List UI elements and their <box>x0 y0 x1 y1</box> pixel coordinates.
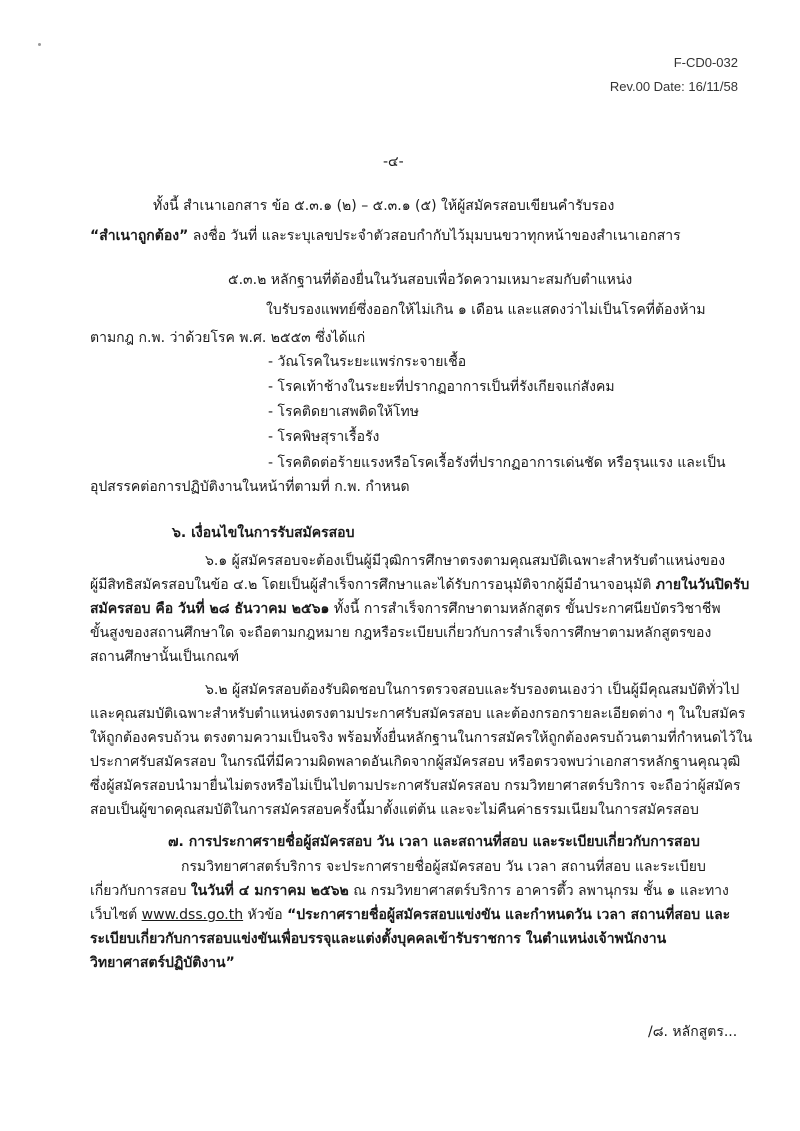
paragraph-line: ให้ถูกต้องครบถ้วน ตรงตามความเป็นจริง พร้อมทั้งยื่นหลักฐานในการสมัครให้ถูกต้องครบถ้วนตามที่กำหนดไว้ใน <box>90 730 753 746</box>
paragraph-line: ๖.๒ ผู้สมัครสอบต้องรับผิดชอบในการตรวจสอบและรับรองตนเองว่า เป็นผู้มีคุณสมบัติทั่วไป <box>205 682 740 698</box>
page-number: -๔- <box>383 154 404 170</box>
paragraph-line: ซึ่งผู้สมัครสอบนำมายื่นไม่ตรงหรือไม่เป็นไปตามประกาศรับสมัครสอบ กรมวิทยาศาสตร์บริการ จะถือว่าผู้สมัคร <box>90 778 741 794</box>
paragraph-line: เกี่ยวกับการสอบ ในวันที่ ๔ มกราคม ๒๕๖๒ ณ กรมวิทยาศาสตร์บริการ อาคารตึ้ว ลพานุกรม ชั้น ๑ และทาง <box>90 883 729 899</box>
continuation-note: /๘. หลักสูตร... <box>648 1024 738 1040</box>
paragraph-line: วิทยาศาสตร์ปฏิบัติงาน” <box>90 955 235 971</box>
paragraph-line: กรมวิทยาศาสตร์บริการ จะประกาศรายชื่อผู้สมัครสอบ วัน เวลา สถานที่สอบ และระเบียบ <box>181 859 706 875</box>
disease-item-continuation: อุปสรรคต่อการปฏิบัติงานในหน้าที่ตามที่ ก.พ. กำหนด <box>90 479 410 495</box>
disease-item: - โรคพิษสุราเรื้อรัง <box>268 429 380 445</box>
website-link[interactable]: www.dss.go.th <box>141 907 244 923</box>
paragraph-line: สอบเป็นผู้ขาดคุณสมบัติในการสมัครสอบครั้งนี้มาตั้งแต่ต้น และจะไม่คืนค่าธรรมเนียมในการสมัครสอบ <box>90 802 699 818</box>
section-7-heading: ๗. การประกาศรายชื่อผู้สมัครสอบ วัน เวลา และสถานที่สอบ และระเบียบเกี่ยวกับการสอบ <box>168 834 700 850</box>
disease-item: - โรคเท้าช้างในระยะที่ปรากฏอาการเป็นที่รังเกียจแก่สังคม <box>268 379 615 395</box>
paragraph-line: ใบรับรองแพทย์ซึ่งออกให้ไม่เกิน ๑ เดือน และแสดงว่าไม่เป็นโรคที่ต้องห้าม <box>266 302 706 318</box>
paragraph-line: ตามกฎ ก.พ. ว่าด้วยโรค พ.ศ. ๒๕๕๓ ซึ่งได้แก่ <box>90 330 366 346</box>
paragraph-line: ประกาศรับสมัครสอบ ในกรณีที่มีความผิดพลาดอันเกิดจากผู้สมัครสอบ หรือตรวจพบว่าเอกสารหลักฐานคุณวุฒิ <box>90 754 741 770</box>
paragraph-line: และคุณสมบัติเฉพาะสำหรับตำแหน่งตรงตามประกาศรับสมัครสอบ และต้องกรอกรายละเอียดต่าง ๆ ในใบสมัคร <box>90 706 746 722</box>
form-code: F-CD0-032 <box>673 55 738 70</box>
paragraph-line: ระเบียบเกี่ยวกับการสอบแข่งขันเพื่อบรรจุและแต่งตั้งบุคคลเข้ารับราชการ ในตำแหน่งเจ้าพนักงาน <box>90 931 667 947</box>
section-6-heading: ๖. เงื่อนไขในการรับสมัครสอบ <box>172 525 355 541</box>
paragraph-line: ทั้งนี้ สำเนาเอกสาร ข้อ ๕.๓.๑ (๒) – ๕.๓.๑ (๕) ให้ผู้สมัครสอบเขียนคำรับรอง <box>153 198 615 214</box>
revision-date: Rev.00 Date: 16/11/58 <box>609 79 738 94</box>
paragraph-line: ผู้มีสิทธิสมัครสอบในข้อ ๔.๒ โดยเป็นผู้สำเร็จการศึกษาและได้รับการอนุมัติจากผู้มีอำนาจอนุมัติ ภายในวันปิดรับ <box>90 577 750 593</box>
disease-item: - โรคติดต่อร้ายแรงหรือโรคเรื้อรังที่ปรากฏอาการเด่นชัด หรือรุนแรง และเป็น <box>268 455 726 471</box>
margin-mark <box>38 43 41 46</box>
paragraph-line: ขั้นสูงของสถานศึกษาใด จะถือตามกฎหมาย กฎหรือระเบียบเกี่ยวกับการสำเร็จการศึกษาตามหลักสูตรของ <box>90 625 712 641</box>
paragraph-line: สมัครสอบ คือ วันที่ ๒๘ ธันวาคม ๒๕๖๑ ทั้งนี้ การสำเร็จการศึกษาตามหลักสูตร ขั้นประกาศนียบัตรวิชาชีพ <box>90 601 721 617</box>
disease-item: - วัณโรคในระยะแพร่กระจายเชื้อ <box>268 354 467 370</box>
certified-copy-text: “สำเนาถูกต้อง” <box>90 228 189 244</box>
disease-item: - โรคติดยาเสพติดให้โทษ <box>268 404 419 420</box>
section-532-title: ๕.๓.๒ หลักฐานที่ต้องยื่นในวันสอบเพื่อวัดความเหมาะสมกับตำแหน่ง <box>228 272 633 288</box>
paragraph-line: สถานศึกษานั้นเป็นเกณฑ์ <box>90 649 240 665</box>
announcement-date-text: ในวันที่ ๔ มกราคม ๒๕๖๒ <box>190 883 349 899</box>
paragraph-line: เว็บไซต์ www.dss.go.th หัวข้อ “ประกาศรายชื่อผู้สมัครสอบแข่งขัน และกำหนดวัน เวลา สถานที่สอบ และ <box>90 907 731 923</box>
closing-date-text: สมัครสอบ คือ วันที่ ๒๘ ธันวาคม ๒๕๖๑ <box>90 601 330 617</box>
paragraph-line: “สำเนาถูกต้อง” ลงชื่อ วันที่ และระบุเลขประจำตัวสอบกำกับไว้มุมบนขวาทุกหน้าของสำเนาเอกสาร <box>90 228 681 244</box>
paragraph-line: ๖.๑ ผู้สมัครสอบจะต้องเป็นผู้มีวุฒิการศึกษาตรงตามคุณสมบัติเฉพาะสำหรับตำแหน่งของ <box>205 553 726 569</box>
